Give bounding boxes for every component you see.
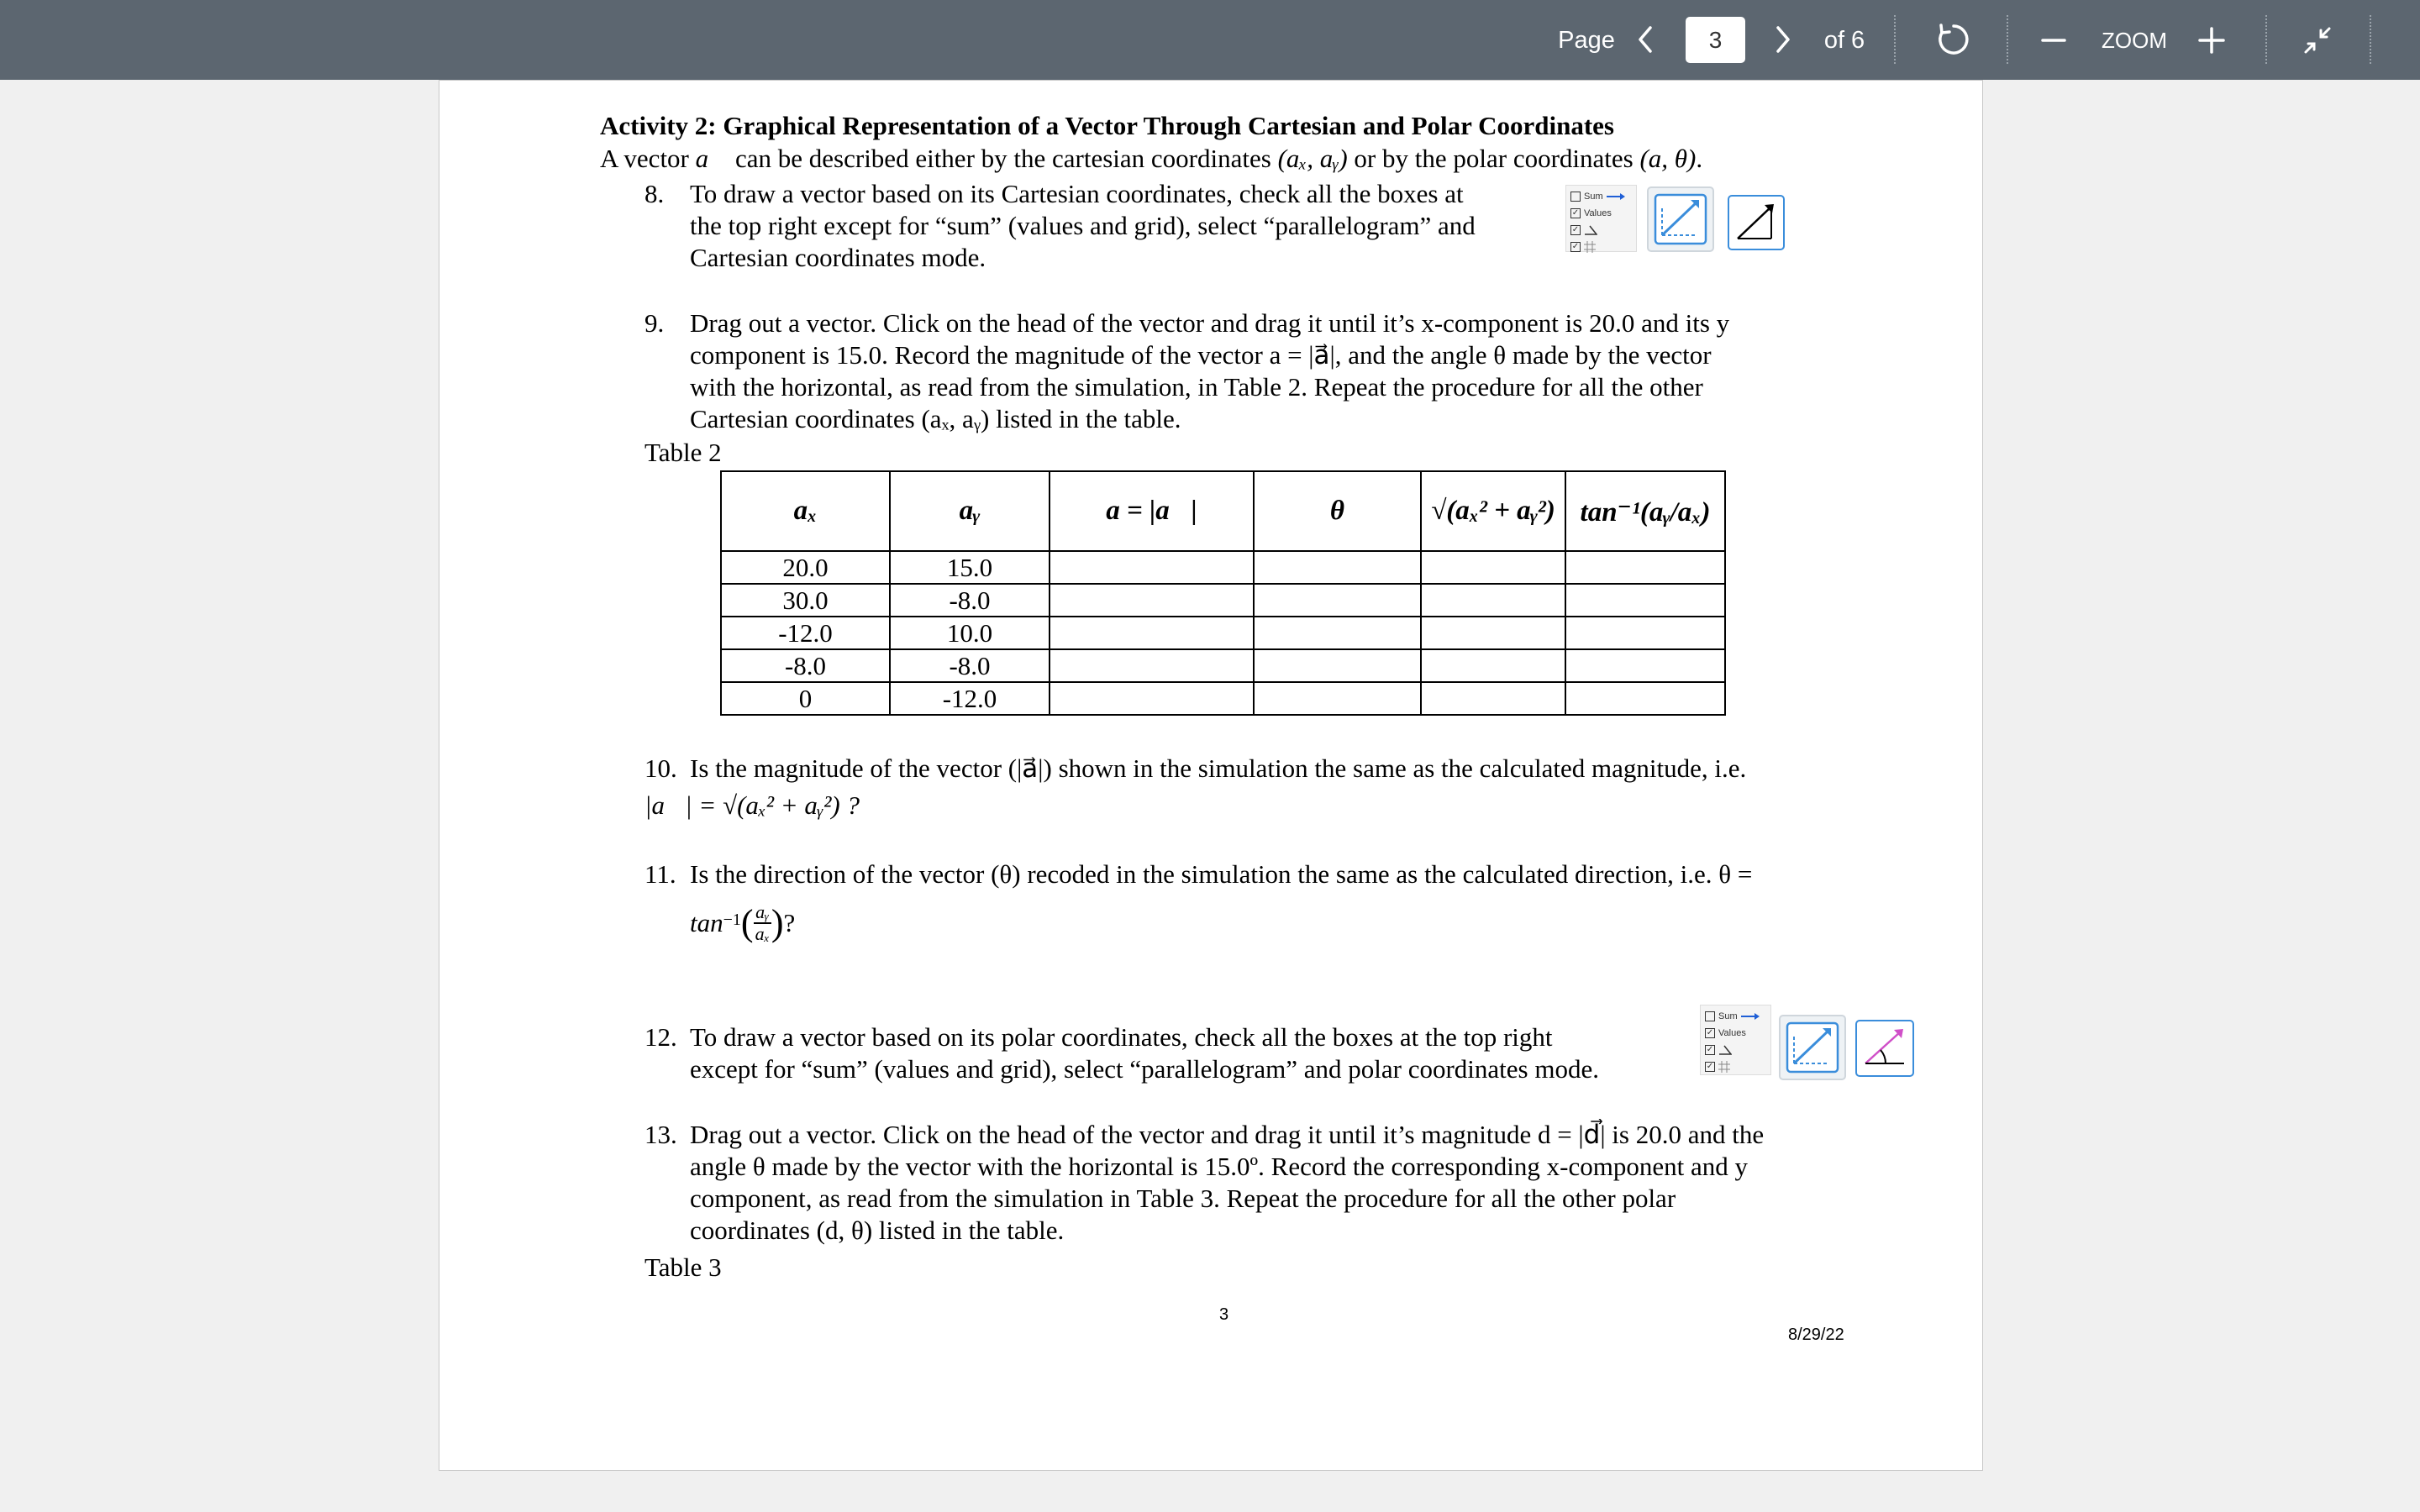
parallelogram-mode-button [1647,186,1714,252]
option-row [1705,1058,1766,1075]
option-row [1570,222,1632,239]
table-cell: 0 [721,682,890,715]
arrow-icon [1741,1013,1760,1020]
intro-text: A vector [600,144,696,173]
minus-icon [2041,28,2066,53]
checkbox-checked: ✓ [1571,242,1580,251]
table2 [720,470,1726,716]
item8-line: the top right except for “sum” (values and grid), select “parallelogram” and [690,211,1476,240]
page-label: Page [1558,26,1615,54]
parallelogram-icon [1649,188,1712,250]
checkbox-checked: ✓ [1706,1045,1714,1054]
table3-caption: Table 3 [644,1252,722,1282]
polar-icon [1857,1021,1912,1075]
intro-text: or by the polar coordinates [1347,144,1640,173]
intro-text: . [1696,144,1703,173]
table-cell [1421,649,1565,682]
page-number-input[interactable] [1686,17,1745,63]
zoom-out-button[interactable] [2037,22,2070,59]
toolbar-divider [2370,15,2371,64]
table-cell: -8.0 [721,649,890,682]
polar-mode-button [1855,1020,1914,1077]
item-number: 13. [644,1120,677,1149]
formula-paren: ( [740,902,754,943]
header-theta: θ [1254,471,1421,551]
item13-line: coordinates (d, θ) listed in the table. [690,1215,1065,1245]
option-row [1705,1008,1766,1025]
table-cell [1565,649,1725,682]
table2-caption: Table 2 [644,438,722,467]
table-cell [1254,649,1421,682]
item8-line: To draw a vector based on its Cartesian coordinates, check all the boxes at [690,179,1464,208]
collapse-button[interactable] [2299,20,2336,60]
angle-icon [1584,225,1597,235]
table-cell: -12.0 [721,617,890,649]
fraction-numerator: aᵧ [754,902,771,924]
checkbox-checked: ✓ [1706,1028,1714,1037]
table-cell [1050,584,1254,617]
prev-page-button[interactable] [1628,20,1662,59]
header-magnitude: a = |a⃗| [1050,471,1254,551]
checkbox-checked: ✓ [1706,1062,1714,1071]
item9-line: Cartesian coordinates (aₓ, aᵧ) listed in the table. [690,404,1181,433]
table-cell [1050,617,1254,649]
header-sqrt: √(aₓ² + aᵧ²) [1421,471,1565,551]
pdf-toolbar [0,0,2420,80]
item11-formula [690,902,795,944]
item-number: 11. [644,859,676,889]
option-label: Values [1584,207,1612,218]
toolbar-divider [1894,15,1896,64]
rotate-icon [1936,22,1971,57]
intro-vector: a⃗ [695,144,729,173]
table-header-row [721,471,1725,551]
table-cell [1254,682,1421,715]
option-row [1705,1042,1766,1058]
item10-line: Is the magnitude of the vector (|a⃗|) shown in the simulation the same as the calculated magnitude, i.e. [690,753,1747,783]
pdf-page [439,80,1983,1471]
table-cell [1050,551,1254,584]
item-number: 9. [644,308,665,338]
total-pages-label: of 6 [1823,26,1865,54]
table-cell [1565,617,1725,649]
table-cell [1565,682,1725,715]
item13-line: angle θ made by the vector with the horizontal is 15.0º. Record the corresponding x-component and y [690,1152,1748,1181]
grid-icon [1584,241,1596,253]
item12-line: except for “sum” (values and grid), select “parallelogram” and polar coordinates mode. [690,1054,1599,1084]
page-number: 3 [1219,1305,1229,1324]
table2-body [721,551,1725,715]
option-row [1570,239,1632,255]
item8-line: Cartesian coordinates mode. [690,243,986,272]
angle-icon [1718,1045,1732,1055]
table-cell [1050,649,1254,682]
grid-icon [1718,1061,1730,1073]
formula-paren: ) [771,902,784,943]
item12-line: To draw a vector based on its polar coordinates, check all the boxes at the top right [690,1022,1553,1052]
option-label: Values [1718,1027,1746,1038]
table-cell [1254,584,1421,617]
checkbox-unchecked [1705,1011,1715,1021]
intro-paragraph [600,143,1702,175]
parallelogram-mode-button [1779,1015,1846,1080]
toolbar-divider [2007,15,2008,64]
option-label: Sum [1584,191,1603,202]
option-row [1570,188,1632,205]
options-panel [1565,185,1637,252]
plus-icon [2198,27,2225,54]
table-cell [1254,617,1421,649]
table-cell [1421,682,1565,715]
item9-line: with the horizontal, as read from the simulation, in Table 2. Repeat the procedure for all the other [690,372,1703,402]
table-row [721,617,1725,649]
table-row [721,551,1725,584]
intro-polar: (a, θ) [1639,144,1697,173]
formula-fraction [754,902,771,944]
table-row [721,584,1725,617]
table-cell: -8.0 [890,584,1050,617]
table-cell [1254,551,1421,584]
activity-heading: Activity 2: Graphical Representation of a Vector Through Cartesian and Polar Coordinates [600,111,1614,140]
table-cell [1565,584,1725,617]
parallelogram-icon [1781,1016,1844,1079]
formula-exponent: −1 [723,911,741,929]
table-cell: -12.0 [890,682,1050,715]
formula-end: ? [783,908,796,937]
item13-line: component, as read from the simulation in Table 3. Repeat the procedure for all the other polar [690,1184,1676,1213]
table-cell [1421,551,1565,584]
chevron-right-icon [1773,24,1793,55]
item9-line: component is 15.0. Record the magnitude of the vector a = |a⃗|, and the angle θ made by the vector [690,340,1712,370]
header-ax: aₓ [721,471,890,551]
cartesian-icon [1729,197,1783,249]
collapse-icon [2301,24,2334,57]
checkbox-unchecked [1570,192,1581,202]
checkbox-checked: ✓ [1571,208,1580,218]
item11-line: Is the direction of the vector (θ) recoded in the simulation the same as the calculated direction, i.e. θ = [690,859,1753,889]
table-cell: -8.0 [890,649,1050,682]
arrow-icon [1607,193,1625,200]
page-date: 8/29/22 [1788,1326,1844,1344]
table-cell [1050,682,1254,715]
options-panel [1700,1005,1771,1075]
table-row [721,649,1725,682]
header-ay: aᵧ [890,471,1050,551]
table-cell: 10.0 [890,617,1050,649]
toolbar-divider [2265,15,2267,64]
checkbox-checked: ✓ [1571,225,1580,234]
table-row [721,682,1725,715]
fraction-denominator: aₓ [755,923,770,944]
table-cell [1565,551,1725,584]
zoom-in-button[interactable] [2195,22,2228,59]
item10-formula: |a⃗| = √(aₓ² + aᵧ²) ? [644,790,860,820]
intro-cartesian: (aₓ, aᵧ) [1277,144,1348,173]
option-row [1570,205,1632,222]
next-page-button[interactable] [1766,20,1800,59]
item13-line: Drag out a vector. Click on the head of the vector and drag it until it’s magnitude d = |d⃗| is 20.0 and the [690,1120,1765,1149]
zoom-label: ZOOM [2102,27,2167,53]
chevron-left-icon [1635,24,1655,55]
intro-text: can be described either by the cartesian coordinates [729,144,1278,173]
table-cell: 20.0 [721,551,890,584]
header-arctan: tan⁻¹(aᵧ/aₓ) [1565,471,1725,551]
item-number: 10. [644,753,677,783]
item9-line: Drag out a vector. Click on the head of the vector and drag it until it’s x-component is 20.0 and its y [690,308,1730,338]
table-cell: 15.0 [890,551,1050,584]
formula-tan: tan [690,908,723,937]
table-cell [1421,584,1565,617]
cartesian-mode-button [1728,195,1785,250]
item-number: 8. [644,179,665,208]
table-cell: 30.0 [721,584,890,617]
table-cell [1421,617,1565,649]
item-number: 12. [644,1022,677,1052]
option-label: Sum [1718,1011,1738,1021]
rotate-button[interactable] [1933,18,1975,60]
option-row [1705,1025,1766,1042]
